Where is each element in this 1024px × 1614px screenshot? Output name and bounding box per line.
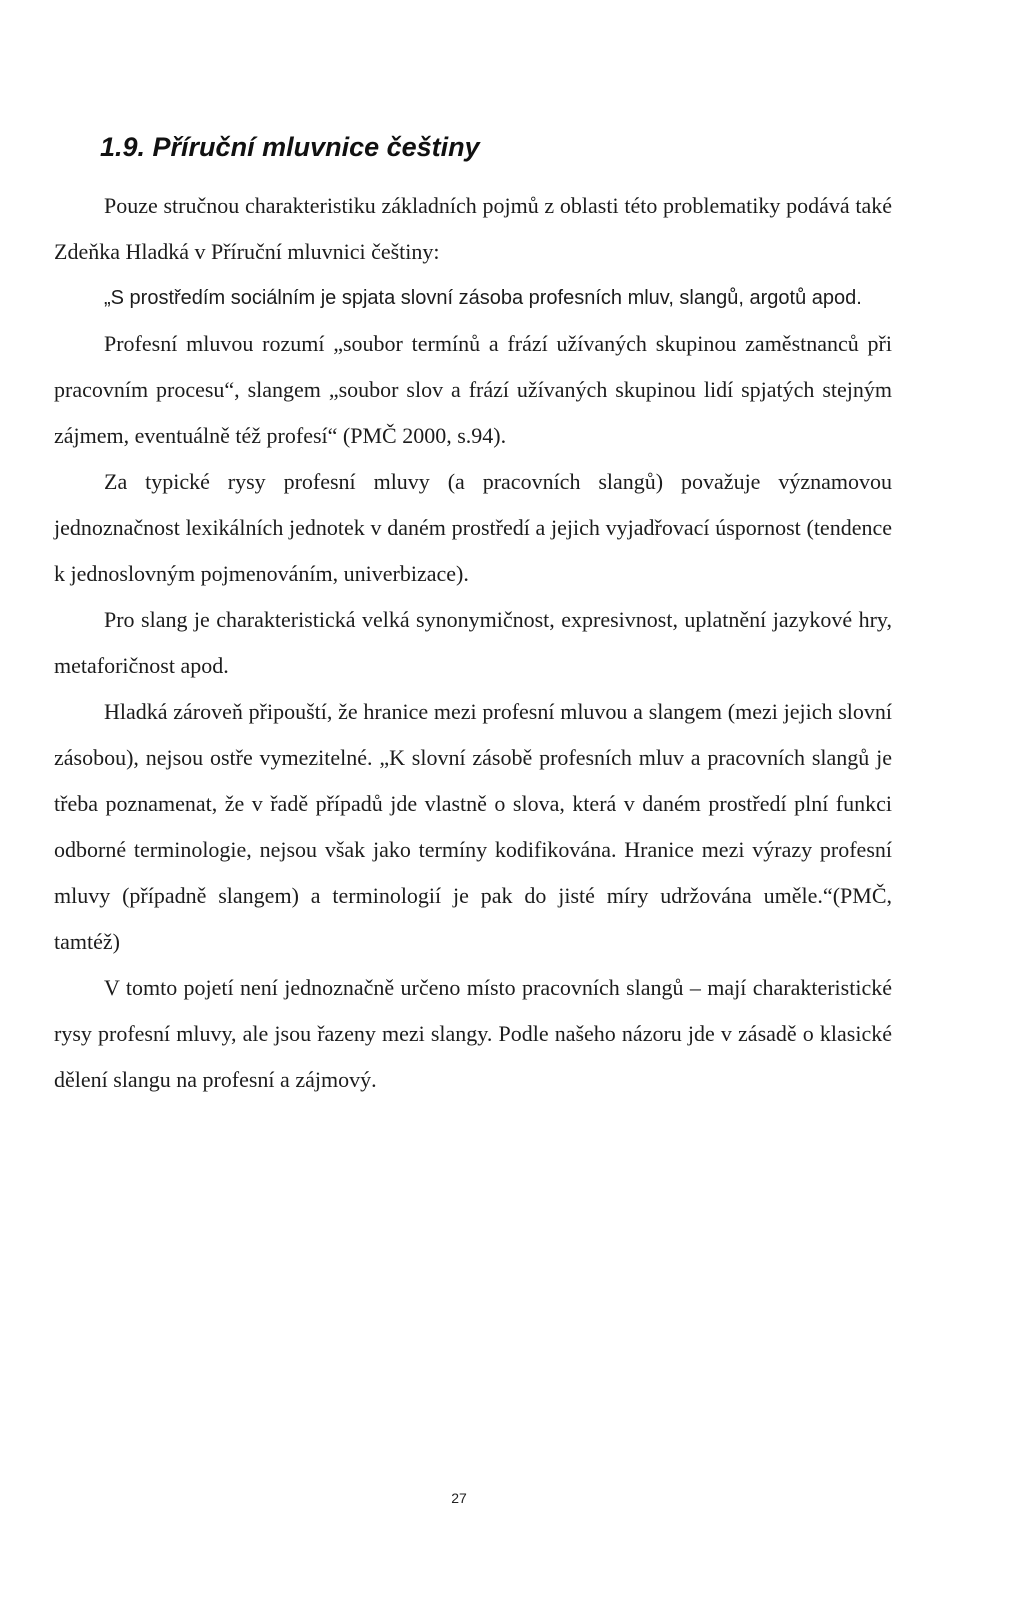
paragraph-conclusion: V tomto pojetí není jednoznačně určeno místo pracovních slangů – mají charakteristické rysy profesní mluvy, ale jsou řazeny mezi slangy. Podle našeho názoru jde v zásadě o klasické dělení slangu na profesní a zájmový. xyxy=(54,975,892,1092)
body-text xyxy=(54,183,892,1103)
paragraph-definitions: Profesní mluvou rozumí „soubor termínů a frází užívaných skupinou zaměstnanců při pracovním procesu“, slangem „soubor slov a frází užívaných skupinou lidí spjatých stejným zájmem, eventuálně též profesí“ (PMČ 2000, s.94). xyxy=(54,331,892,448)
paragraph-boundaries: Hladká zároveň připouští, že hranice mezi profesní mluvou a slangem (mezi jejich slovní zásobou), nejsou ostře vymezitelné. „K slovní zásobě profesních mluv a pracovních slangů je třeba poznamenat, že v řadě případů jde vlastně o slova, která v daném prostředí plní funkci odborné terminologie, nejsou však jako termíny kodifikována. Hranice mezi výrazy profesní mluvy (případně slangem) a terminologií je pak do jisté míry udržována uměle.“(PMČ, tamtéž) xyxy=(54,699,892,954)
paragraph-intro: Pouze stručnou charakteristiku základních pojmů z oblasti této problematiky podává také Zdeňka Hladká v Příruční mluvnici češtiny: xyxy=(54,193,892,264)
page-number: 27 xyxy=(451,1490,467,1506)
paragraph-quote-start: „S prostředím sociálním je spjata slovní zásoba profesních mluv, slangů, argotů apod. xyxy=(104,287,862,309)
paragraph-slang-features: Pro slang je charakteristická velká synonymičnost, expresivnost, uplatnění jazykové hry, metaforičnost apod. xyxy=(54,607,892,678)
section-heading: 1.9. Příruční mluvnice češtiny xyxy=(100,132,480,162)
paragraph-typical-features: Za typické rysy profesní mluvy (a pracovních slangů) považuje významovou jednoznačnost lexikálních jednotek v daném prostředí a jejich vyjadřovací úspornost (tendence k jednoslovným pojmenováním, univerbizace). xyxy=(54,469,892,586)
